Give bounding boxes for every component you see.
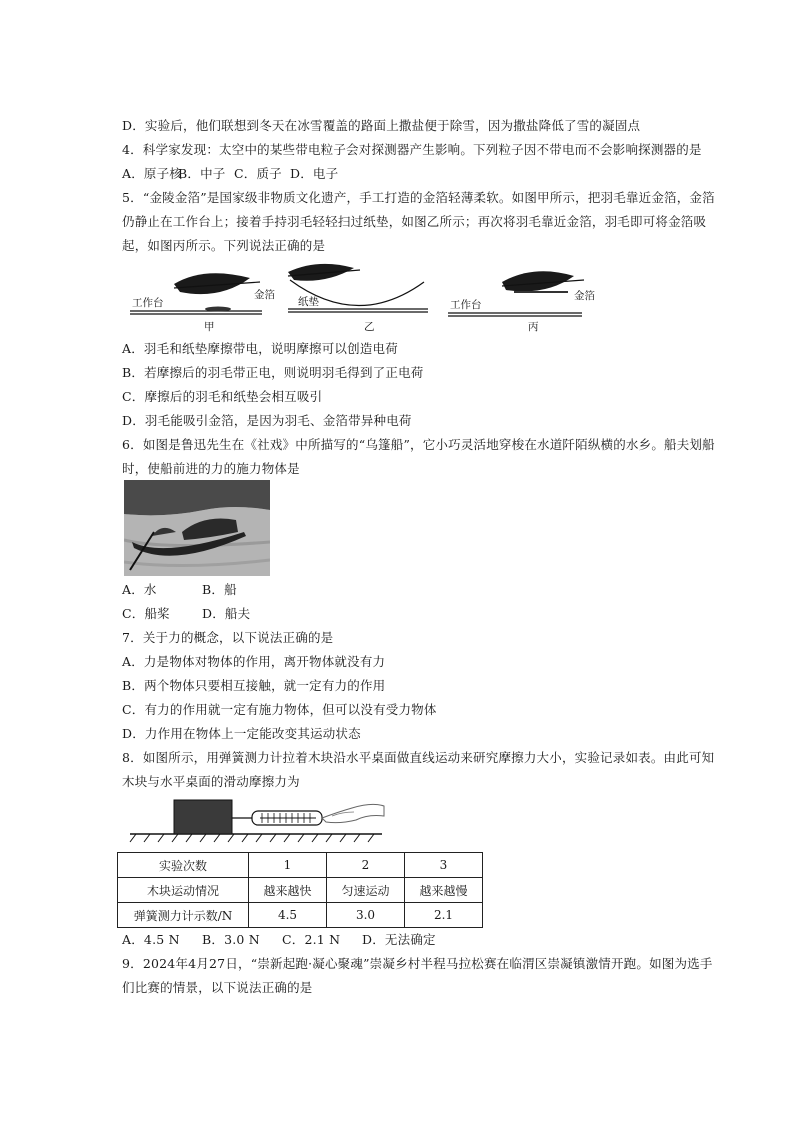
q6-boat-photo: [124, 480, 270, 576]
q6-options-row-2: [122, 606, 250, 622]
q6-stem-line-1: 6．如图是鲁迅先生在《社戏》中所描写的“乌篷船”，它小巧灵活地穿梭在水道阡陌纵横的水乡。船夫划船: [122, 437, 715, 452]
feather-icon: [502, 271, 584, 291]
q5-stem-line-1: 5．“金陵金箔”是国家级非物质文化遗产，手工打造的金箔轻薄柔软。如图甲所示，把羽毛靠近金箔，金箔: [122, 190, 715, 205]
q3-option-d: D．实验后，他们联想到冬天在冰雪覆盖的路面上撒盐便于除雪，因为撒盐降低了雪的凝固点: [122, 118, 641, 133]
q8-option-d: D．无法确定: [362, 932, 436, 947]
q4-stem: 4．科学家发现：太空中的某些带电粒子会对探测器产生影响。下列粒子因不带电而不会影响探测器的是: [122, 142, 702, 157]
table-cell: 木块运动情况: [118, 878, 249, 903]
q5-stem-line-2: 仍静止在工作台上；接着手持羽毛轻轻扫过纸垫，如图乙所示；再次将羽毛靠近金箔，羽毛即可将金箔吸: [122, 214, 707, 229]
table-hatching: [130, 834, 374, 842]
label-workbench: 工作台: [132, 297, 164, 309]
figure-yi: [288, 264, 428, 333]
table-cell: 匀速运动: [327, 878, 405, 903]
table-cell: 实验次数: [118, 853, 249, 878]
table-cell: 3: [405, 853, 483, 878]
q4-option-c: C．质子: [234, 166, 282, 181]
gold-foil: [205, 307, 231, 312]
caption-jia: 甲: [204, 321, 215, 333]
q7-stem: 7．关于力的概念，以下说法正确的是: [122, 630, 334, 645]
q4-option-a: A．原子核: [122, 166, 183, 181]
label-foil: 金箔: [254, 289, 275, 301]
table-row: [118, 903, 483, 928]
q6-option-d: D．船夫: [202, 606, 251, 621]
table-cell: 弹簧测力计示数/N: [118, 903, 249, 928]
q8-data-table: [117, 852, 483, 928]
table-cell: 4.5: [249, 903, 327, 928]
q4-options: [122, 166, 338, 182]
q5-figure: [122, 260, 612, 335]
hand-icon: [322, 804, 384, 822]
table-row: [118, 853, 483, 878]
q8-option-c: C．2.1 N: [282, 932, 341, 947]
q8-option-a: A．4.5 N: [122, 932, 180, 947]
q8-figure: [126, 794, 386, 846]
label-foil: 金箔: [574, 290, 595, 302]
q8-options: [122, 932, 436, 948]
q6-option-c: C．船桨: [122, 606, 170, 621]
q5-option-a: A．羽毛和纸垫摩擦带电，说明摩擦可以创造电荷: [122, 341, 398, 356]
table-row: [118, 878, 483, 903]
spring-scale-icon: [252, 811, 322, 825]
table-cell: 2.1: [405, 903, 483, 928]
q9-stem-line-1: 9．2024年4月27日，“崇新起跑·凝心聚魂”崇凝乡村半程马拉松赛在临渭区崇凝镇激情开跑。如图为选手: [122, 956, 713, 971]
q5-option-d: D．羽毛能吸引金箔，是因为羽毛、金箔带异种电荷: [122, 413, 412, 428]
q4-option-b: B．中子: [178, 166, 226, 181]
label-paper: 纸垫: [298, 296, 319, 308]
q7-option-a: A．力是物体对物体的作用，离开物体就没有力: [122, 654, 386, 669]
wood-block: [174, 800, 232, 834]
q6-options-row-1: [122, 582, 237, 598]
q5-option-b: B．若摩擦后的羽毛带正电，则说明羽毛得到了正电荷: [122, 365, 424, 380]
q7-option-b: B．两个物体只要相互接触，就一定有力的作用: [122, 678, 386, 693]
q6-option-a: A．水: [122, 582, 157, 597]
q7-option-d: D．力作用在物体上一定能改变其运动状态: [122, 726, 361, 741]
figure-bing: [448, 271, 595, 333]
figure-jia: [130, 273, 275, 333]
q7-option-c: C．有力的作用就一定有施力物体，但可以没有受力物体: [122, 702, 437, 717]
caption-yi: 乙: [364, 321, 375, 333]
q6-stem-line-2: 时，使船前进的力的施力物体是: [122, 461, 300, 476]
q8-stem-line-2: 木块与水平桌面的滑动摩擦力为: [122, 774, 300, 789]
q5-stem-line-3: 起，如图丙所示。下列说法正确的是: [122, 238, 326, 253]
q8-option-b: B．3.0 N: [202, 932, 260, 947]
q5-option-c: C．摩擦后的羽毛和纸垫会相互吸引: [122, 389, 323, 404]
q8-stem-line-1: 8．如图所示，用弹簧测力计拉着木块沿水平桌面做直线运动来研究摩擦力大小，实验记录如表。由此可知: [122, 750, 715, 765]
label-workbench: 工作台: [450, 299, 482, 311]
table-cell: 越来越慢: [405, 878, 483, 903]
table-cell: 越来越快: [249, 878, 327, 903]
q6-option-b: B．船: [202, 582, 237, 597]
table-cell: 2: [327, 853, 405, 878]
table-cell: 1: [249, 853, 327, 878]
feather-icon: [288, 264, 360, 281]
feather-icon: [174, 273, 260, 294]
q4-option-d: D．电子: [290, 166, 339, 181]
q9-stem-line-2: 们比赛的情景，以下说法正确的是: [122, 980, 313, 995]
caption-bing: 丙: [528, 321, 539, 333]
table-cell: 3.0: [327, 903, 405, 928]
